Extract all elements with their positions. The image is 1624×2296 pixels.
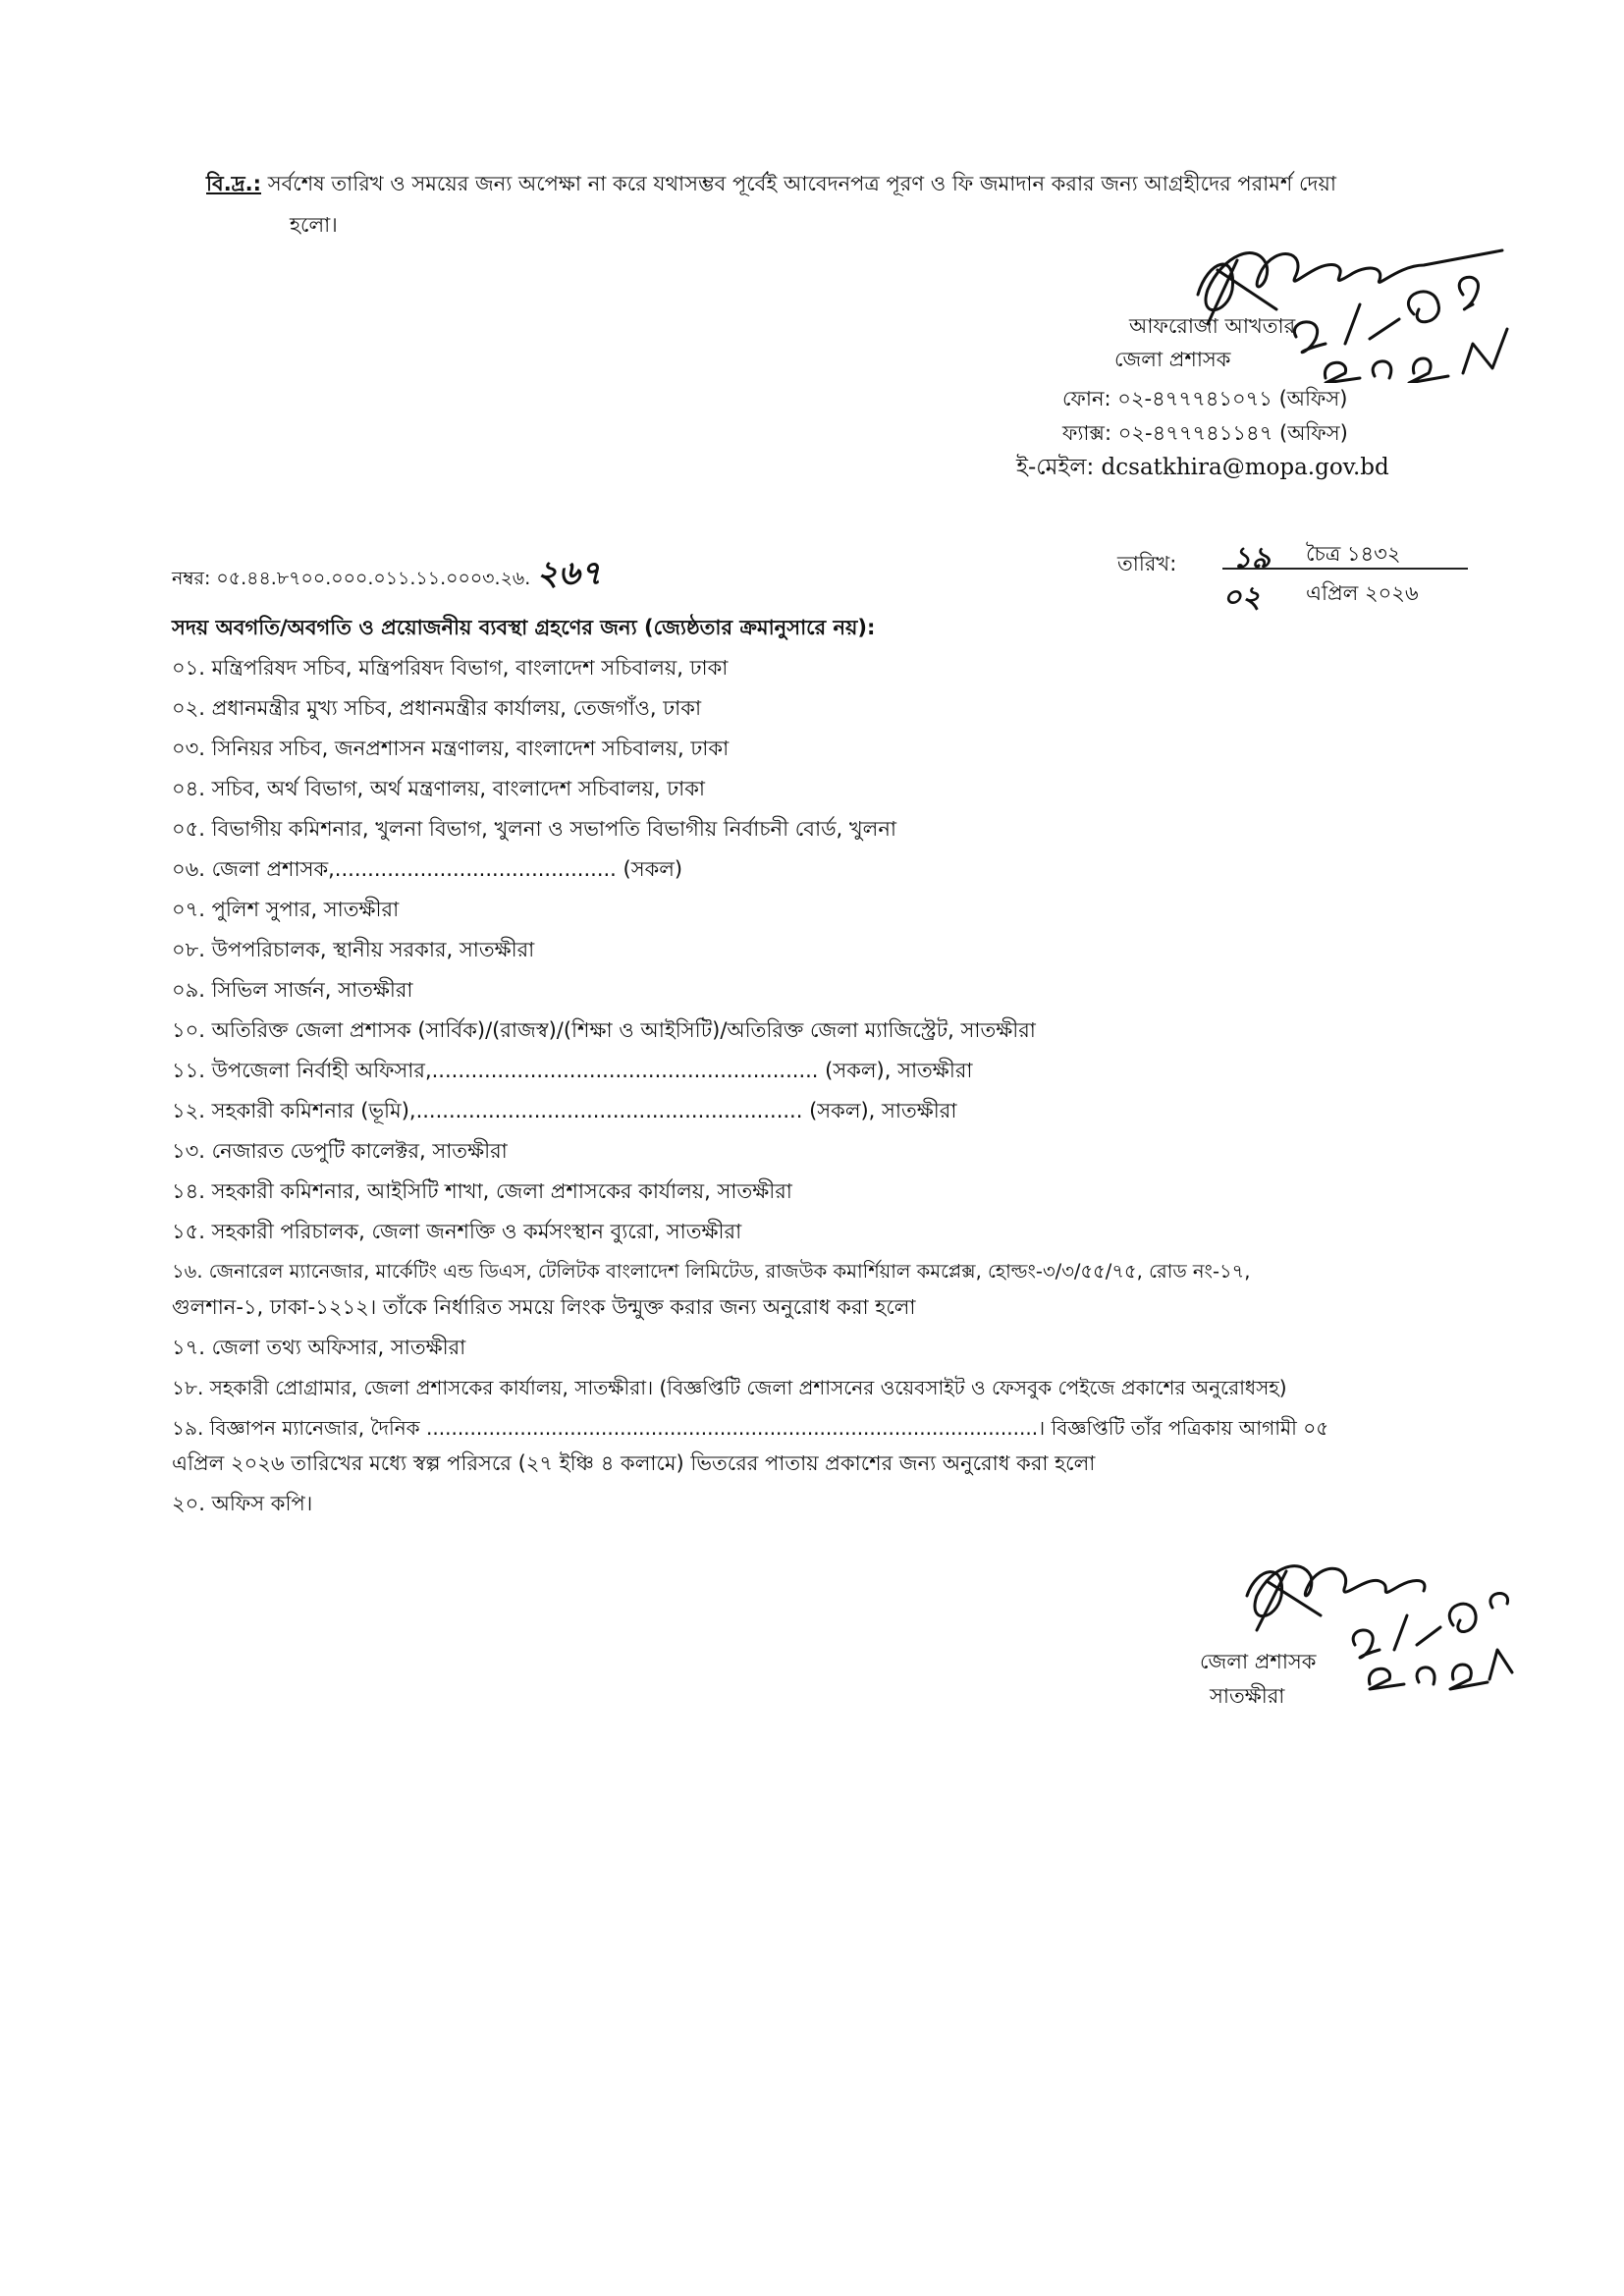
list-item: ০৭. পুলিশ সুপার, সাতক্ষীরা (172, 898, 400, 921)
list-item: ০৫. বিভাগীয় কমিশনার, খুলনা বিভাগ, খুলনা ও সভাপতি বিভাগীয় নির্বাচনী বোর্ড, খুলনা (172, 817, 896, 841)
bottom-district: সাতক্ষীরা (1210, 1684, 1285, 1708)
signatory-name: আফরোজা আখতার (1129, 314, 1296, 338)
list-item: ০৯. সিভিল সার্জন, সাতক্ষীরা (172, 978, 413, 1002)
list-item: ০৩. সিনিয়র সচিব, জনপ্রশাসন মন্ত্রণালয়, বাংলাদেশ সচিবালয়, ঢাকা (172, 737, 730, 760)
email-label: ই-মেইল: (1016, 455, 1095, 480)
note-label: বি.দ্র.: (206, 172, 262, 195)
list-item: ০৮. উপপরিচালক, স্থানীয় সরকার, সাতক্ষীরা (172, 938, 535, 961)
list-item: ০২. প্রধানমন্ত্রীর মুখ্য সচিব, প্রধানমন্ত্রীর কার্যালয়, তেজগাঁও, ঢাকা (172, 696, 702, 720)
date-english-day: ০২ (1222, 580, 1262, 615)
list-item: ১৪. সহকারী কমিশনার, আইসিটি শাখা, জেলা প্রশাসকের কার্যালয়, সাতক্ষীরা (172, 1179, 792, 1203)
date-english-month: এপ্রিল ২০২৬ (1306, 581, 1419, 605)
list-item: ১৯. বিজ্ঞাপন ম্যানেজার, দৈনিক ..................................................................................................। বিজ্ঞপ্তিটি তাঁর পত্রিকায় আগামী ০৫ (172, 1416, 1329, 1440)
memo-number: নম্বর: ০৫.৪৪.৮৭০০.০০০.০১১.১১.০০০৩.২৬. (172, 568, 531, 589)
date-bangla-month: চৈত্র ১৪৩২ (1306, 542, 1401, 566)
list-item: ০৪. সচিব, অর্থ বিভাগ, অর্থ মন্ত্রণালয়, বাংলাদেশ সচিবালয়, ঢাকা (172, 777, 705, 800)
signature-top (1178, 221, 1551, 383)
list-item: ১৬. জেনারেল ম্যানেজার, মার্কেটিং এন্ড ডিএস, টেলিটক বাংলাদেশ লিমিটেড, রাজউক কমার্শিয়াল কমপ্লেক্স, হোল্ডং-৩/৩/৫৫/৭৫, রোড নং-১৭, (172, 1260, 1251, 1283)
list-item: ১৭. জেলা তথ্য অফিসার, সাতক্ষীরা (172, 1336, 466, 1359)
list-item: ১৮. সহকারী প্রোগ্রামার, জেলা প্রশাসকের কার্যালয়, সাতক্ষীরা। (বিজ্ঞপ্তিটি জেলা প্রশাসনের ওয়েবসাইট ও ফেসবুক পেইজে প্রকাশের অনুরোধসহ) (172, 1376, 1287, 1399)
bottom-designation: জেলা প্রশাসক (1200, 1650, 1317, 1673)
note-text-line1: সর্বশেষ তারিখ ও সময়ের জন্য অপেক্ষা না করে যথাসম্ভব পূর্বেই আবেদনপত্র পূরণ ও ফি জমাদান করার জন্য আগ্রহীদের পরামর্শ দেয়া (267, 172, 1337, 195)
list-item: ১০. অতিরিক্ত জেলা প্রশাসক (সার্বিক)/(রাজস্ব)/(শিক্ষা ও আইসিটি)/অতিরিক্ত জেলা ম্যাজিস্ট্রেট, সাতক্ষীরা (172, 1018, 1036, 1042)
date-label: তারিখ: (1117, 552, 1177, 575)
distribution-heading: সদয় অবগতি/অবগতি ও প্রয়োজনীয় ব্যবস্থা গ্রহণের জন্য (জ্যেষ্ঠতার ক্রমানুসারে নয়): (172, 616, 876, 639)
list-item: এপ্রিল ২০২৬ তারিখের মধ্যে স্বল্প পরিসরে (২৭ ইঞ্চি ৪ কলামে) ভিতরের পাতায় প্রকাশের জন্য অনুরোধ করা হলো (172, 1451, 1096, 1475)
list-item: ২০. অফিস কপি। (172, 1492, 313, 1515)
list-item: ০১. মন্ত্রিপরিষদ সচিব, মন্ত্রিপরিষদ বিভাগ, বাংলাদেশ সচিবালয়, ঢাকা (172, 656, 729, 680)
list-item: ১২. সহকারী কমিশনার (ভূমি),........................................................... (সকল), সাতক্ষীরা (172, 1099, 957, 1122)
list-item: ১৩. নেজারত ডেপুটি কালেক্টর, সাতক্ষীরা (172, 1139, 508, 1163)
list-item: গুলশান-১, ঢাকা-১২১২। তাঁকে নির্ধারিত সময়ে লিংক উন্মুক্ত করার জন্য অনুরোধ করা হলো (172, 1295, 916, 1319)
email-link[interactable]: dcsatkhira@mopa.gov.bd (1101, 455, 1389, 480)
memo-number-row (172, 554, 602, 593)
signatory-designation: জেলা প্রশাসক (1114, 348, 1231, 371)
note-text-line2: হলো। (290, 213, 338, 237)
list-item: ১১. উপজেলা নির্বাহী অফিসার,........................................................... (সকল), সাতক্ষীরা (172, 1059, 973, 1082)
signatory-fax: ফ্যাক্স: ০২-৪৭৭৭৪১১৪৭ (অফিস) (1062, 421, 1348, 445)
list-item: ১৫. সহকারী পরিচালক, জেলা জনশক্তি ও কর্মসংস্থান ব্যুরো, সাতক্ষীরা (172, 1220, 742, 1243)
signatory-email-row (1016, 454, 1389, 481)
memo-handwritten-number: ২৬৭ (536, 554, 602, 593)
list-item: ০৬. জেলা প্রশাসক,........................................... (সকল) (172, 857, 683, 881)
date-bangla-day: ১৯ (1232, 541, 1271, 575)
signatory-phone: ফোন: ০২-৪৭৭৭৪১০৭১ (অফিস) (1062, 387, 1348, 410)
date-block (1222, 530, 1468, 615)
